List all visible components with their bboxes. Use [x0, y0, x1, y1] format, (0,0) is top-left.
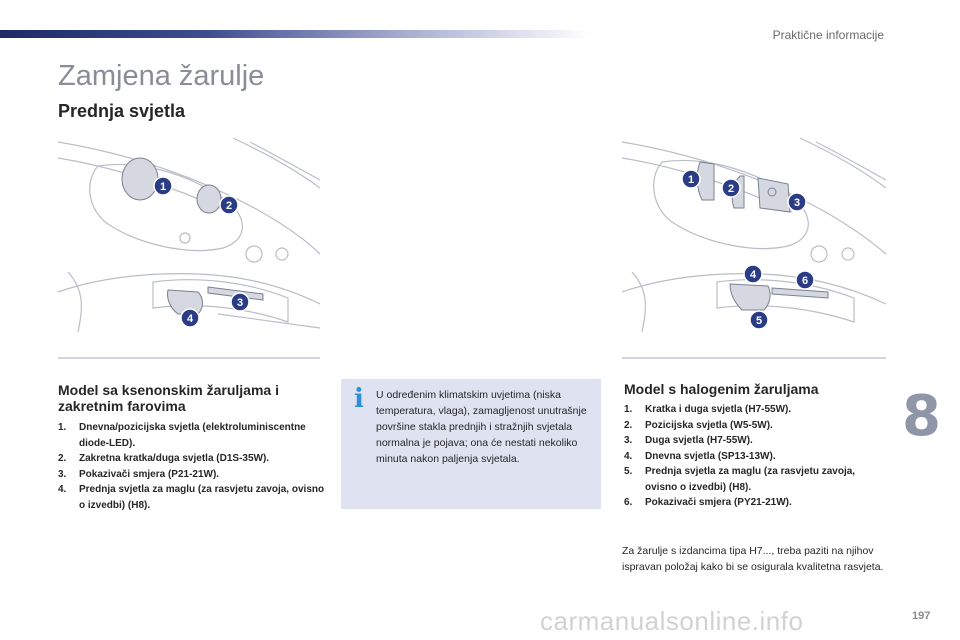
header-bar	[0, 30, 590, 38]
list-item: 6. Pokazivači smjera (PY21-21W).	[624, 497, 792, 508]
list-item: 3. Pokazivači smjera (P21-21W).	[58, 468, 220, 480]
xenon-bulb-list	[58, 420, 328, 513]
list-item: 3. Duga svjetla (H7-55W).	[624, 435, 753, 446]
callout-5-label: 5	[755, 315, 763, 327]
page-title: Zamjena žarulje	[58, 60, 265, 92]
callout-4-label: 4	[749, 269, 757, 281]
list-item: 1. Dnevna/pozicijska svjetla (elektroluminiscentne diode-LED).	[58, 422, 306, 449]
info-box	[341, 379, 601, 509]
callout-1-label: 1	[159, 181, 167, 193]
callout-1-label: 1	[687, 174, 695, 186]
list-item: 2. Pozicijska svjetla (W5-5W).	[624, 419, 773, 431]
list-item: 2. Zakretna kratka/duga svjetla (D1S-35W).	[58, 453, 270, 464]
callout-2-label: 2	[727, 183, 735, 195]
chapter-number: 8	[902, 384, 941, 449]
halogen-bulb-list	[624, 402, 889, 511]
halogen-model-heading: Model s halogenim žaruljama	[624, 381, 819, 397]
callout-3-label: 3	[793, 197, 801, 209]
info-icon: i	[354, 384, 364, 414]
list-item: 4. Dnevna svjetla (SP13-13W).	[624, 450, 776, 462]
xenon-model-heading: Model sa ksenonskim žaruljama i zakretnim farovima	[58, 382, 279, 414]
callout-6-label: 6	[801, 275, 809, 287]
halogen-headlamp-drawing	[622, 132, 886, 364]
callout-2-label: 2	[225, 200, 233, 212]
xenon-headlamp-illustration	[58, 132, 320, 364]
info-text: U određenim klimatskim uvjetima (niska temperatura, vlaga), zamagljenost unutrašnje površine stakla prednjih i stražnjih svjetala normalna je pojava; ona će nestati nekoliko minuta nakon paljenja svjetala.	[376, 389, 587, 465]
page-subtitle: Prednja svjetla	[58, 101, 186, 121]
xenon-headlamp-drawing	[58, 132, 320, 364]
callout-3-label: 3	[236, 297, 244, 309]
section-title: Praktične informacije	[772, 28, 884, 42]
watermark: carmanualsonline.info	[540, 606, 804, 636]
page-number: 197	[912, 610, 931, 622]
callout-4-label: 4	[186, 313, 194, 325]
list-item: 1. Kratka i duga svjetla (H7-55W).	[624, 404, 792, 415]
h7-note: Za žarulje s izdancima tipa H7..., treba paziti na njihov ispravan položaj kako bi se osigurala kvalitetna rasvjeta.	[622, 545, 884, 573]
halogen-headlamp-illustration	[622, 132, 886, 364]
list-item: 4. Prednja svjetla za maglu (za rasvjetu zavoja, ovisno o izvedbi) (H8).	[58, 484, 325, 511]
list-item: 5. Prednja svjetla za maglu (za rasvjetu zavoja, ovisno o izvedbi) (H8).	[624, 466, 856, 493]
